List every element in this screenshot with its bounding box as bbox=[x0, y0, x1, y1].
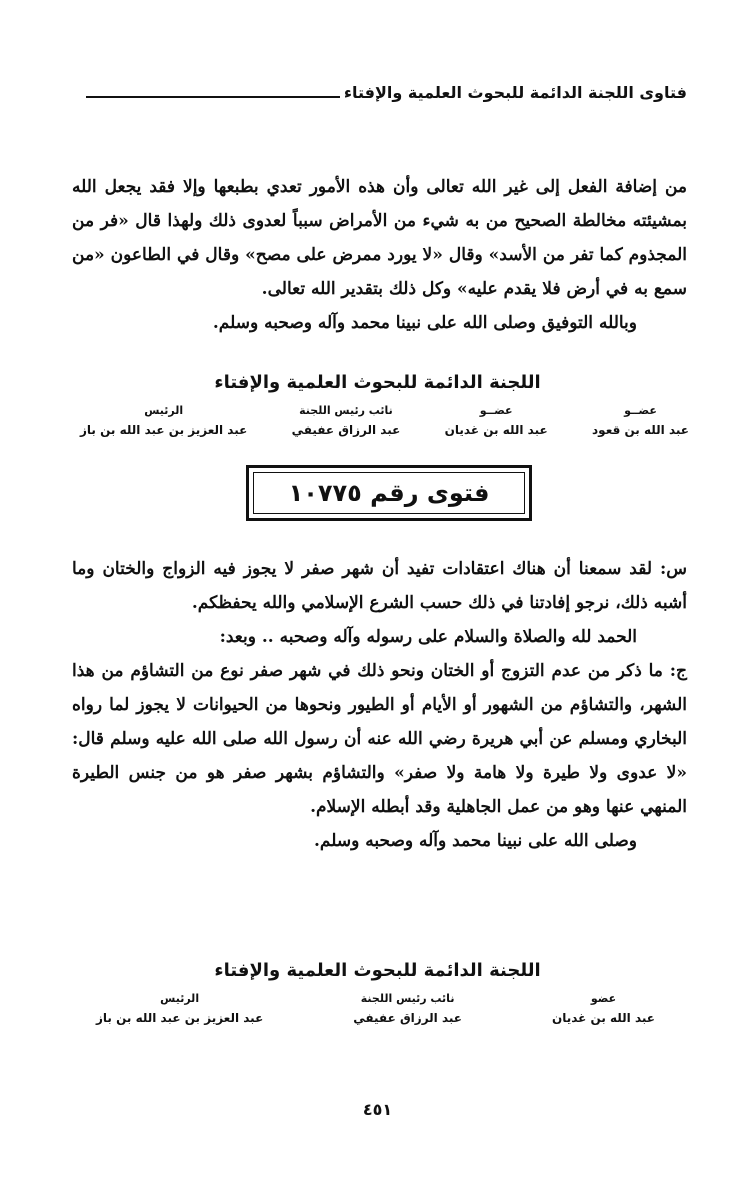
previous-fatwa-body bbox=[72, 170, 687, 340]
page-number: ٤٥١ bbox=[362, 1100, 393, 1119]
fatwa-title: فتوى رقم ١٠٧٧٥ bbox=[288, 479, 490, 507]
signatory-name: عبد الرزاق عفيفي bbox=[353, 1011, 462, 1025]
previous-fatwa-paragraph: من إضافة الفعل إلى غير الله تعالى وأن هذه الأمور تعدي بطبعها وإلا فقد يجعل الله بمشيئته مخالطة الصحيح من به شيء من الأمراض سبباً لعدوى ذلك ولهذا قال «فر من المجذوم كما تفر من الأسد» وقال «لا يورد ممرض على مصح» وقال في الطاعون «من سمع به في أرض فلا يقدم عليه» وكل ذلك بتقدير الله تعالى. bbox=[72, 177, 687, 299]
signatory-name: عبد الله بن غديان bbox=[551, 1011, 655, 1025]
signature bbox=[445, 402, 548, 440]
signature bbox=[353, 990, 462, 1028]
signature bbox=[292, 402, 401, 440]
fatwa-answer: ج: ما ذكر من عدم التزوج أو الختان ونحو ذلك في شهر صفر نوع من التشاؤم من هذا الشهر، والتشاؤم من الشهور أو الأيام أو الطيور ونحوها من الحيوانات لا يجوز لما رواه البخاري ومسلم عن أبي هريرة رضي الله عنه أن رسول الله صلى الله عليه وسلم قال: «لا عدوى ولا طيرة ولا هامة ولا صفر» والتشاؤم بشهر صفر هو من جنس الطيرة المنهي عنها وهو من عمل الجاهلية وقد أبطله الإسلام. bbox=[72, 661, 687, 817]
committee-title-1: اللجنة الدائمة للبحوث العلمية والإفتاء bbox=[214, 372, 541, 393]
signatory-name: عبد العزيز بن عبد الله بن باز bbox=[96, 1011, 264, 1025]
fatwa-body bbox=[72, 552, 687, 858]
running-title: فتاوى اللجنة الدائمة للبحوث العلمية والإفتاء bbox=[343, 83, 687, 102]
previous-fatwa-closing: وبالله التوفيق وصلى الله على نبينا محمد وآله وصحبه وسلم. bbox=[212, 313, 637, 333]
signatory-role: الرئيس bbox=[160, 992, 200, 1005]
signatory-role: الرئيس bbox=[144, 404, 184, 417]
signature bbox=[552, 990, 655, 1028]
fatwa-opening: الحمد لله والصلاة والسلام على رسوله وآله وصحبه .. وبعد: bbox=[219, 627, 637, 647]
signatory-name: عبد الله بن قعود bbox=[592, 423, 689, 437]
signatory-name: عبد العزيز بن عبد الله بن باز bbox=[80, 423, 248, 437]
signatory-role: عضــو bbox=[479, 404, 513, 417]
header-rule bbox=[86, 96, 340, 98]
signatory-name: عبد الله بن غديان bbox=[444, 423, 548, 437]
signature bbox=[80, 402, 247, 440]
signature bbox=[592, 402, 689, 440]
signatory-role: نائب رئيس اللجنة bbox=[360, 992, 455, 1005]
signature bbox=[96, 990, 263, 1028]
signatory-role: نائب رئيس اللجنة bbox=[299, 404, 393, 417]
fatwa-title-box bbox=[246, 465, 532, 521]
signatory-name: عبد الرزاق عفيفي bbox=[291, 423, 401, 437]
signatures-1 bbox=[80, 402, 689, 440]
signatory-role: عضــو bbox=[624, 404, 657, 417]
running-header bbox=[86, 78, 687, 102]
fatwa-closing: وصلى الله على نبينا محمد وآله وصحبه وسلم. bbox=[314, 831, 637, 851]
fatwa-question: س: لقد سمعنا أن هناك اعتقادات تفيد أن شهر صفر لا يجوز فيه الزواج والختان وما أشبه ذلك، نرجو إفادتنا في ذلك حسب الشرع الإسلامي والله يحفظكم. bbox=[72, 559, 687, 613]
signatory-role: عضو bbox=[590, 992, 617, 1005]
signatures-2 bbox=[96, 990, 655, 1028]
committee-title-2: اللجنة الدائمة للبحوث العلمية والإفتاء bbox=[214, 960, 541, 981]
